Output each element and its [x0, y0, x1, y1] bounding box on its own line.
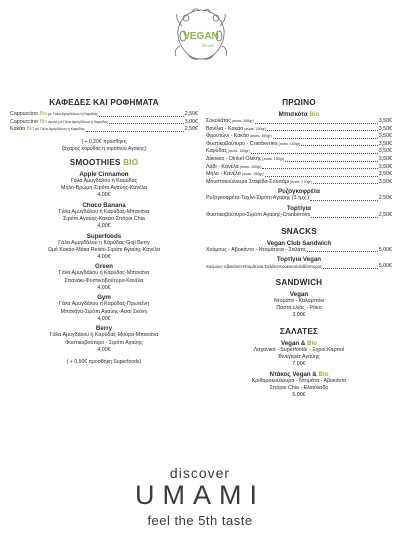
- cookie-item-name: [206, 156, 284, 164]
- salads-title: ΣΑΛΑΤΕΣ: [279, 326, 319, 336]
- breakfast-title: ΠΡΩΙΝΟ: [282, 98, 316, 107]
- club-sandwich-subtitle: Vegan Club Sandwich: [266, 239, 332, 247]
- cookie-item-price: 3,50€: [378, 125, 392, 132]
- smoothie-ingredients: Γάλα Αμυγδάλου ή Καρύδας: [70, 177, 138, 184]
- club-sandwich-row: [206, 247, 392, 255]
- sandwich-title: SANDWICH: [275, 277, 323, 287]
- salad-ingredients: Λαχανικά - Superfoods - Ξηροί Καρποί: [253, 346, 345, 353]
- coffee-bio-label: Bio: [26, 126, 35, 133]
- toast-item-text: Φυστικοβούτυρο-Σιρόπι Αγαύης-Cranberries: [206, 211, 311, 218]
- coffee-item-name: [10, 111, 98, 119]
- salad-bio-label: Bio: [318, 370, 329, 378]
- smoothie-name: Superfoods: [86, 232, 122, 240]
- coffee-list: [10, 111, 198, 134]
- cookie-item-price: 3,50€: [378, 163, 392, 170]
- smoothie-ingredients: Γάλα Αμυγδάλου ή Καρύδας-Μπανάνα: [58, 270, 150, 277]
- vegan-bowls-logo: [168, 6, 234, 62]
- sandwich-line1: Ντομάτα - Καλαμπόκι: [273, 297, 325, 304]
- cookie-item-text: Φυστικοβούτυρο - Cranberries: [206, 140, 278, 147]
- smoothie-name: Green: [95, 263, 113, 271]
- snacks-title: SNACKS: [281, 226, 317, 236]
- muffins-subtitle-text: Μπισκότα: [278, 111, 310, 118]
- coffee-item-price: 2,50€: [184, 126, 198, 133]
- smoothie-ingredients: Γάλα Αμυγδάλου ή Καρύδας-Goji Berry: [58, 239, 150, 246]
- cookie-item-row: [206, 148, 392, 156]
- salad-price: 7,00€: [292, 361, 306, 368]
- muffin-list: [206, 118, 392, 186]
- coffee-item-row: [10, 126, 198, 134]
- cookie-item-row: [206, 141, 392, 149]
- cookie-item-price: 3,50€: [378, 171, 392, 178]
- coffee-note: [10, 139, 198, 153]
- logo-text: VEGAN: [183, 31, 219, 42]
- tortilla-row: [206, 263, 392, 271]
- cookie-item-text: Φρουτώνι - Κακάο: [206, 133, 249, 140]
- smoothie-name: Choco Banana: [82, 201, 126, 209]
- cookie-item-price: 3,50€: [378, 155, 392, 162]
- salad-ingredients: Κριθαροκούλουρα - Ντομάτα - Αβοκάντο: [251, 377, 347, 384]
- smoothie-name: Berry: [95, 325, 113, 333]
- cookie-item-note: (συσκ. 150gr): [240, 172, 264, 177]
- cookie-item-price: 3,50€: [378, 133, 392, 140]
- cookie-item-note: (συσκ. 150gr): [277, 141, 301, 146]
- cookie-item-row: [206, 156, 392, 164]
- smoothie-ingredients: Σιρόπι Αγαύης-Κακάο-Σπόροι Chia: [63, 215, 145, 222]
- coffee-bio-label: Bio: [39, 118, 48, 125]
- logo-subtext: Bowls: [201, 44, 215, 49]
- coffee-item-row: [10, 119, 198, 127]
- left-column: [10, 98, 198, 371]
- cookie-item-row: [206, 133, 392, 141]
- smoothie-ingredients: Φυστικοβούτυρο - Σιρόπι Αγαύης: [65, 339, 143, 346]
- salad-bio-label: Bio: [307, 339, 318, 347]
- cookie-item-name: [206, 118, 254, 126]
- coffee-note-line2: ζάχαρης καρύδας ή σιροπιού Αγαύης): [61, 145, 147, 152]
- muffins-subtitle: [206, 111, 392, 118]
- cookie-item-name: [206, 148, 250, 156]
- cookie-item-name: [206, 171, 264, 179]
- smoothie-ingredients: Ωμό Κακάο-Μάκα Reishi-Σιρόπι Αγαύης-Κανέλα: [47, 246, 161, 253]
- club-sandwich-name: Χούμους - Αβοκάντο - Ντομάτινια - Σαλάτα: [206, 246, 306, 253]
- cookie-item-leader: [313, 179, 378, 185]
- cookie-item-row: [206, 171, 392, 179]
- salad-ingredients: Βινεγκρέτ Αγαύης: [278, 353, 320, 360]
- cookie-item-note: (συσκ. 150gr): [238, 164, 262, 169]
- smoothie-ingredients: Σπανάκι-Φυστικοβούτυρο-Κανέλα: [64, 277, 144, 284]
- cookie-item-price: 3,50€: [378, 118, 392, 124]
- cookie-item-note: (συσκ. 150gr): [230, 119, 254, 123]
- rice-item-name: [206, 195, 309, 203]
- cookie-item-price: 3,50€: [378, 148, 392, 155]
- cookie-item-note: (συσκ. 150gr): [227, 149, 250, 154]
- rice-item-text: Ρυζογκοφρέτα-Ταχίνι-Σιρόπι Αγαύης (3 τμχ.): [206, 195, 310, 202]
- smoothie-price: 4,00€: [97, 254, 111, 261]
- smoothie-ingredients: Μπανάνα-Σιρόπι Αγαύης-Ασαί Σκόνη: [60, 308, 148, 315]
- sandwich-subtitle: Vegan: [289, 290, 309, 298]
- cookie-item-name: [206, 179, 312, 187]
- cookie-item-note: (συσκ. 150gr): [261, 156, 285, 161]
- salad-name-text: Vegan &: [280, 339, 308, 347]
- smoothies-title-text: SMOOTHIES: [69, 157, 124, 167]
- cookie-item-note: (συσκ. 150gr): [243, 126, 266, 131]
- salad-list: [206, 340, 392, 400]
- coffee-item-note: με Γάλα Αμυγδάλου ή Καρύδας: [34, 127, 85, 132]
- coffee-item-price: 2,50€: [184, 111, 198, 117]
- smoothie-price: 4,00€: [97, 192, 111, 199]
- smoothie-ingredients: Γάλα Αμυγδάλου ή Καρύδας-Μπανάνα: [58, 208, 150, 215]
- rice-item-leader: [310, 195, 378, 201]
- cookie-item-price: 3,50€: [378, 140, 392, 147]
- smoothie-price: 4,00€: [97, 285, 111, 292]
- smoothies-title: [10, 158, 198, 167]
- cookie-item-row: [206, 118, 392, 126]
- toast-item-price: 2,50€: [378, 211, 392, 218]
- cookie-item-text: Δίκοκκο - Dinkel Ολικής: [206, 155, 262, 162]
- coffee-item-leader: [86, 126, 184, 132]
- salad-ingredients: Σπόροι Chia - Ελαιόλαδο: [269, 384, 329, 391]
- smoothie-price: 4,00€: [97, 346, 111, 353]
- smoothie-name: Gym: [97, 294, 111, 302]
- salad-price: 5,00€: [292, 392, 306, 399]
- coffee-item-text: Κακάο: [10, 126, 27, 133]
- toast-list: [206, 212, 392, 220]
- cookie-item-note: (συσκ. 170gr): [289, 179, 312, 184]
- smoothie-price: 4,00€: [97, 223, 111, 230]
- coffee-item-note: με Γάλα Αμυγδάλου ή Καρύδας: [47, 112, 98, 116]
- coffee-bio-label: Bio: [39, 111, 48, 117]
- footer-tagline: feel the 5th taste: [147, 513, 253, 528]
- cookie-item-leader: [255, 118, 378, 124]
- cookie-item-leader: [251, 148, 378, 154]
- smoothie-ingredients: Γάλα Αμυγδάλου ή Καρύδας-Πρωτεΐνη: [58, 301, 150, 308]
- smoothies-note: ( + 0,50€ προσθήκη Superfoods): [66, 359, 142, 366]
- coffee-item-note: Διπλό με Γάλα Αμυγδάλου ή Καρύδας: [47, 119, 109, 124]
- cookie-item-leader: [262, 164, 377, 170]
- cookie-item-leader: [273, 133, 378, 139]
- cookie-item-text: Σοκολάτας: [206, 118, 231, 124]
- coffee-item-text: Cappuccino: [10, 111, 40, 117]
- tortilla-price: 5,00€: [378, 263, 392, 270]
- coffee-item-text: Cappuccino: [10, 118, 40, 125]
- rice-list: [206, 195, 392, 203]
- coffee-title: ΚΑΦΕΔΕΣ ΚΑΙ ΡΟΦΗΜΑΤΑ: [49, 98, 159, 107]
- cookie-item-leader: [267, 126, 378, 132]
- cookie-item-name: [206, 133, 272, 141]
- smoothie-ingredients: Γάλα Αμυγδάλου ή Καρύδας-Μούρα-Μπανάνα: [49, 332, 159, 339]
- coffee-item-price: 3,00€: [184, 118, 198, 125]
- coffee-item-name: [10, 126, 85, 134]
- coffee-item-leader: [109, 119, 184, 125]
- salad-name: [206, 340, 392, 347]
- toast-item-name: [206, 212, 310, 220]
- cookie-item-text: Μουστοκούλουρα Σταφίδα-Σουσάμι: [206, 178, 290, 185]
- tortilla-name: Χούμους-Αβοκάντο-Ντομάτινια-Σαλάτα-Κουκουτσολιθόσπορος: [206, 264, 322, 270]
- cookie-item-price: 3,50€: [378, 178, 392, 185]
- cookie-item-text: Λάδι - Κανέλα: [206, 163, 239, 170]
- cookie-item-row: [206, 179, 392, 187]
- right-column: [206, 98, 392, 399]
- cookie-item-leader: [265, 171, 378, 177]
- cookie-item-note: (συσκ. 150gr): [248, 134, 272, 139]
- smoothie-price: 4,00€: [97, 315, 111, 322]
- cookie-item-leader: [285, 156, 378, 162]
- club-sandwich-price: 5,00€: [378, 246, 392, 253]
- rice-subtitle: Ρυζογκοφρέτα: [278, 188, 320, 196]
- rice-item-row: [206, 195, 392, 203]
- smoothie-name: Apple Cinnamon: [79, 170, 129, 178]
- cookie-item-text: Καρύδας: [206, 148, 228, 155]
- smoothie-ingredients: Μήλο-Βρώμη-Σιρόπι Αγαύης-Κανέλα: [61, 185, 147, 192]
- rice-item-price: 2,50€: [378, 195, 392, 202]
- cookie-item-leader: [301, 141, 378, 147]
- footer-discover: discover: [169, 465, 231, 481]
- coffee-item-row: [10, 111, 198, 119]
- tortilla-subtitle: Τορτίγια Vegan: [276, 256, 322, 264]
- cookie-item-text: Βανίλια - Κακάο: [206, 125, 244, 132]
- coffee-note-line1: ( + 0,20€ προσθήκη: [81, 138, 127, 145]
- toast-subtitle: Τορτίγια: [286, 204, 312, 212]
- cookie-item-text: Μήλο - Κανέλα: [206, 171, 241, 178]
- sandwich-price: 3,00€: [292, 312, 306, 319]
- coffee-item-leader: [99, 111, 184, 117]
- footer-umami: UMAMI: [135, 480, 265, 510]
- smoothies-bio-label: BIO: [123, 157, 139, 167]
- muffins-bio-label: Bio: [309, 111, 320, 118]
- sandwich-line2: Πάστα ελιάς - Ρόκα: [276, 305, 322, 312]
- toast-item-row: [206, 212, 392, 220]
- salad-name: [206, 371, 392, 378]
- smoothie-list: [10, 171, 198, 354]
- salad-name-text: Ντάκος Vegan &: [269, 370, 319, 378]
- toast-item-leader: [311, 212, 378, 218]
